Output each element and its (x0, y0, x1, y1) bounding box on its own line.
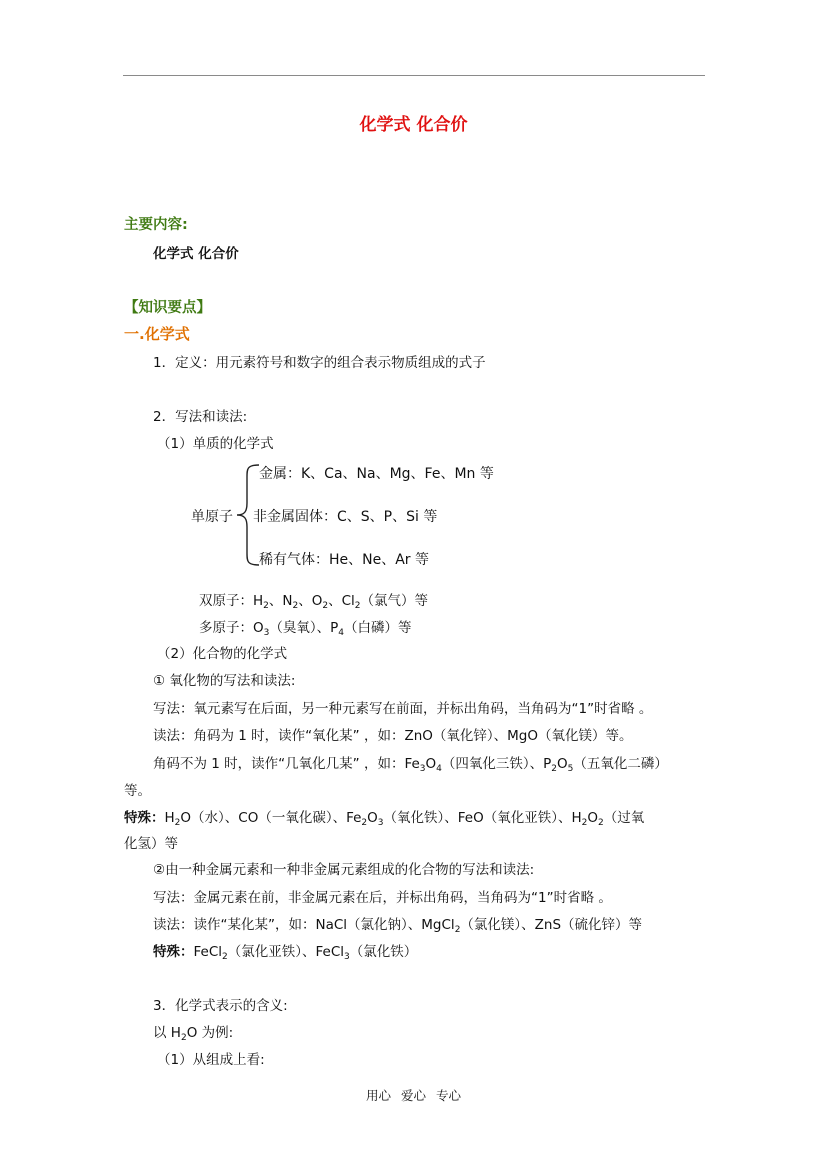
monatomic-label: 单原子 (191, 509, 233, 525)
meaning-heading: 3．化学式表示的含义: (153, 998, 288, 1014)
monatomic-nonmetal: 非金属固体：C、S、P、Si 等 (253, 509, 438, 525)
main-content-label: 主要内容: (124, 217, 188, 233)
oxide-writing: 写法：氧元素写在后面，另一种元素写在前面，并标出角码，当角码为“1”时省略 。 (153, 701, 653, 717)
elemental-heading: （1）单质的化学式 (157, 436, 274, 452)
composition-heading: （1）从组成上看: (157, 1052, 265, 1068)
main-content-text: 化学式 化合价 (153, 246, 239, 262)
polyatomic-label: 多原子： (199, 620, 253, 636)
definition: 1．定义：用元素符号和数字的组合表示物质组成的式子 (153, 355, 486, 371)
oxide-special-tail: 化氢）等 (124, 836, 178, 852)
diatomic-label: 双原子： (199, 593, 253, 609)
metal-nonmetal-heading: ②由一种金属元素和一种非金属元素组成的化合物的写法和读法: (153, 862, 535, 878)
diatomic-line: 双原子：$H_2$、$N_2$、$O_2$、$Cl_2$（氯气）等 (199, 593, 429, 611)
knowledge-header: 【知识要点】 (124, 300, 211, 316)
compound-heading: （2）化合物的化学式 (157, 646, 288, 662)
oxide-reading-2-tail: 等。 (124, 783, 151, 799)
oxide-reading-2: 角码不为 1 时，读作“几氧化几某” ，如：$Fe_3O_4$（四氧化三铁）、$P_2O_5$（五氧化二磷） (153, 756, 668, 774)
polyatomic-line: 多原子：$O_3$（臭氧）、$P_4$（白磷）等 (199, 620, 412, 638)
footer: 用心 爱心 专心 (366, 1088, 461, 1103)
oxide-reading-1: 读法：角码为 1 时，读作“氧化某” ，如：ZnO（氧化锌）、MgO（氧化镁）等。 (153, 728, 633, 744)
metal-nonmetal-writing: 写法：金属元素在前，非金属元素在后，并标出角码，当角码为“1”时省略 。 (153, 890, 612, 906)
writing-reading-heading: 2．写法和读法: (153, 409, 248, 425)
header-rule (123, 75, 705, 76)
example-line: 以 $H_2O$ 为例: (153, 1025, 234, 1043)
special-label: 特殊： (153, 944, 194, 960)
metal-nonmetal-special: 特殊：FeCl$_2$（氯化亚铁）、FeCl$_3$（氯化铁） (153, 944, 418, 962)
monatomic-metal: 金属：K、Ca、Na、Mg、Fe、Mn 等 (259, 466, 494, 482)
oxide-heading: ① 氧化物的写法和读法: (153, 673, 296, 689)
special-label: 特殊： (124, 810, 165, 826)
page-title: 化学式 化合价 (359, 115, 468, 135)
section-heading: 一.化学式 (124, 325, 190, 343)
oxide-special: 特殊：$H_2O$（水）、CO（一氧化碳）、$Fe_2O_3$（氧化铁）、FeO（氧化亚铁）、$H_2O_2$（过氧 (124, 810, 645, 828)
monatomic-noble: 稀有气体：He、Ne、Ar 等 (259, 552, 430, 568)
metal-nonmetal-reading: 读法：读作“某化某”，如：NaCl（氯化钠）、MgCl$_2$（氯化镁）、ZnS（硫化锌）等 (153, 917, 643, 935)
